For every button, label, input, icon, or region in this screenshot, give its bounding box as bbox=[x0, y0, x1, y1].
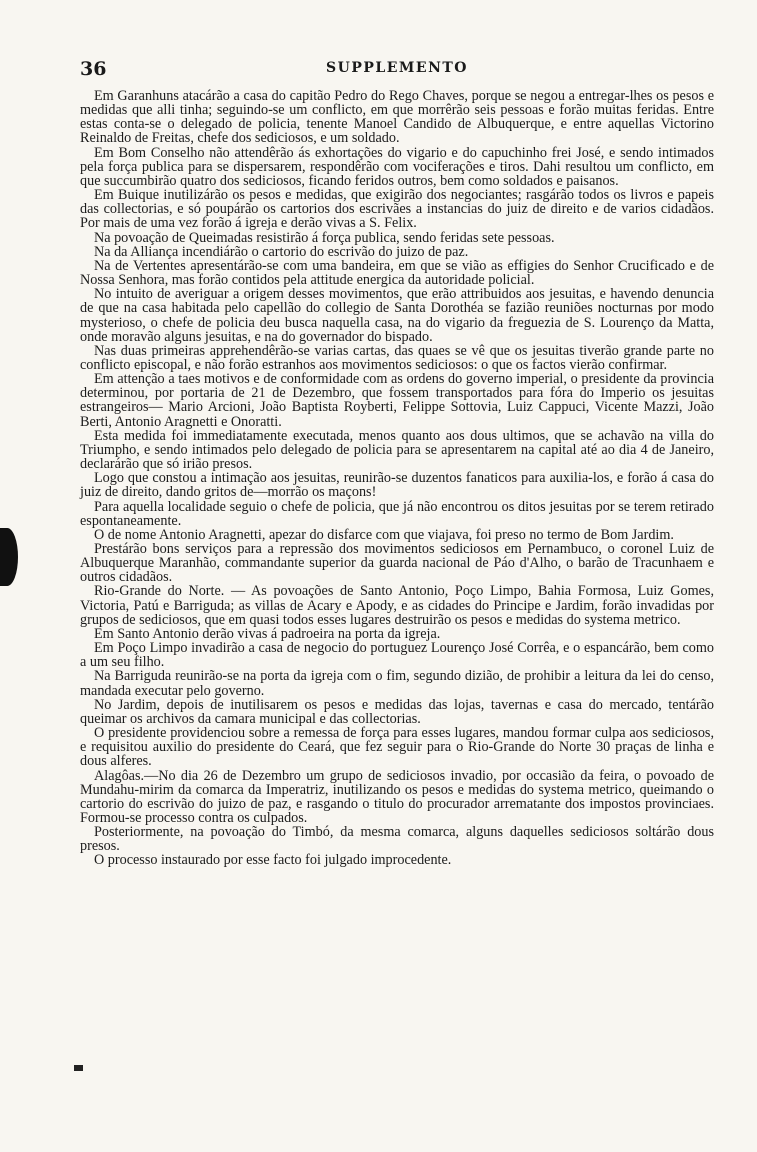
page-number: 36 bbox=[80, 58, 107, 80]
paragraph-medida: Esta medida foi immediatamente executada, menos quanto aos dous ultimos, que se achavão na villa do Triumpho, e sendo intimados pelo delegado de policia para se apresentarem na capital até ao dia 4 de Janeiro, declarárão que só irião presos. bbox=[80, 427, 714, 473]
ink-blot bbox=[0, 528, 18, 586]
paragraph-presidente: O presidente providenciou sobre a remessa de força para esses lugares, mandou formar culpa aos sediciosos, e requisitou auxilio do presidente do Ceará, que fez seguir para o Rio-Grande do Norte 30 praças de linha e dous alferes. bbox=[80, 725, 714, 770]
paragraph-bom-conselho: Em Bom Conselho não attendêrão ás exhortações do vigario e do capuchinho frei José, e sendo intimados pela força publica para se dispersarem, respondêrão com vociferações e tiros. Dahi resultou um conflicto, em que succumbirão quatro dos sediciosos, ficando feridos outros, bem como soldados e paisanos. bbox=[80, 144, 714, 189]
paragraph-intimacao: Logo que constou a intimação aos jesuitas, reunirão-se duzentos fanaticos para auxilia-los, e forão á casa do juiz de direito, dando gritos de—morrão os maçons! bbox=[80, 470, 714, 501]
paragraph-servicos: Prestárão bons serviços para a repressão dos movimentos sediciosos em Pernambuco, o coronel Luiz de Albuquerque Maranhão, commandante superior da guarda nacional de Páo d'Alho, o barão de Tracunhaem e outros cidadãos. bbox=[80, 541, 714, 586]
paragraph-portaria: Em attenção a taes motivos e de conformidade com as ordens do governo imperial, o presidente da provincia determinou, por portaria de 21 de Dezembro, que fossem transportados para fóra do Imperio os jesuitas estrangeiros— Mario Arcioni, João Baptista Royberti, Felippe Sottovia, Luiz Cappuci, Vicente Mazzi, João Berti, Antonio Aragnetti e Onoratti. bbox=[80, 371, 714, 430]
paragraph-jardim: No Jardim, depois de inutilisarem os pesos e medidas das lojas, tavernas e casa do mercado, tentárão queimar os archivos da camara municipal e das collectorias. bbox=[80, 696, 714, 727]
paragraph-processo: O processo instaurado por esse facto foi julgado improcedente. bbox=[94, 852, 452, 869]
paragraph-barriguda: Na Barriguda reunirão-se na porta da igreja com o fim, segundo dizião, de prohibir a leitura da lei do censo, mandada executar pelo governo. bbox=[80, 668, 714, 699]
paragraph-vertentes: Na de Vertentes apresentárão-se com uma bandeira, em que se vião as effigies do Senhor Crucificado e de Nossa Senhora, mas forão contidos pela attitude energica da autoridade policial. bbox=[80, 257, 714, 289]
paragraph-aragnetti: O de nome Antonio Aragnetti, apezar do disfarce com que viajava, foi preso no termo de Bom Jardim. bbox=[94, 526, 674, 543]
paragraph-queimadas: Na povoação de Queimadas resistirão á força publica, sendo feridas sete pessoas. bbox=[94, 229, 555, 246]
paragraph-allianca: Na da Alliança incendiárão o cartorio do escrivão do juizo de paz. bbox=[94, 243, 469, 260]
paragraph-garanhuns: Em Garanhuns atacárão a casa do capitão Pedro do Rego Chaves, porque se negou a entregar-lhes os pesos e medidas que alli tinha; seguindo-se um conflicto, em que morrêrão seis pessoas e forão muitas feridas. Entre estas conta-se o delegado de policia, tenente Manoel Candido de Albuquerque, e entre aquellas Victorino Reinaldo de Freitas, chefe dos sediciosos, e um soldado. bbox=[80, 88, 714, 147]
paragraph-rio-grande: Rio-Grande do Norte. — As povoações de Santo Antonio, Poço Limpo, Bahia Formosa, Luiz Gomes, Victoria, Patú e Barriguda; as villas de Acary e Apody, e as cidades do Principe e Jardim, forão invadidas por grupos de sediciosos, que em quasi todos esses lugares destruirão os pesos e medidas do systema metrico. bbox=[80, 583, 714, 628]
paragraph-poco-limpo: Em Poço Limpo invadirão a casa de negocio do portuguez Lourenço José Corrêa, e o espancárão, bem como a um seu filho. bbox=[80, 640, 714, 671]
paragraph-cartas: Nas duas primeiras apprehendêrão-se varias cartas, das quaes se vê que os jesuitas tiverão grande parte no conflicto episcopal, e não forão estranhos aos movimentos sediciosos: o que os factos vierão confirmar. bbox=[80, 342, 714, 373]
paragraph-averiguar: No intuito de averiguar a origem desses movimentos, que erão attribuidos aos jesuitas, e havendo denuncia de que na casa habitada pelo capellão do collegio de Santa Dorothéa se fazião reuniões nocturnas por modo mysterioso, o chefe de policia deu busca naquella casa, na do vigario da freguezia de S. Lourenço da Matta, onde moravão alguns jesuitas, e na do governador do bispado. bbox=[80, 286, 714, 345]
paragraph-timbo: Posteriormente, na povoação do Timbó, da mesma comarca, alguns daquelles sediciosos soltárão dous presos. bbox=[80, 824, 714, 855]
page-title: SUPPLEMENTO bbox=[326, 60, 468, 76]
paragraph-chefe-policia: Para aquella localidade seguio o chefe de policia, que já não encontrou os ditos jesuitas por se terem retirado espontaneamente. bbox=[80, 498, 714, 529]
paragraph-alagoas: Alagôas.—No dia 26 de Dezembro um grupo de sediciosos invadio, por occasião da feira, o povoado de Mundahu-mirim da comarca da Imperatriz, inutilizando os pesos e medidas do systema metrico, queimando o cartorio do escrivão do juizo de paz, e rasgando o titulo do procurador arrematante dos impostos provinciaes. Formou-se processo contra os culpados. bbox=[80, 767, 714, 826]
paragraph-santo-antonio: Em Santo Antonio derão vivas á padroeira na porta da igreja. bbox=[94, 625, 441, 642]
ink-mark bbox=[74, 1065, 83, 1071]
article-body bbox=[80, 89, 714, 868]
paragraph-buique: Em Buique inutilizárão os pesos e medidas, que exigirão dos negociantes; rasgárão todos os livros e papeis das collectorias, e só poupárão os cartorios dos escrivães a instancias do juiz de direito e de varios cidadãos. Por mais de uma vez forão á igreja e derão vivas a S. Felix. bbox=[80, 187, 714, 232]
page-header bbox=[80, 58, 714, 80]
